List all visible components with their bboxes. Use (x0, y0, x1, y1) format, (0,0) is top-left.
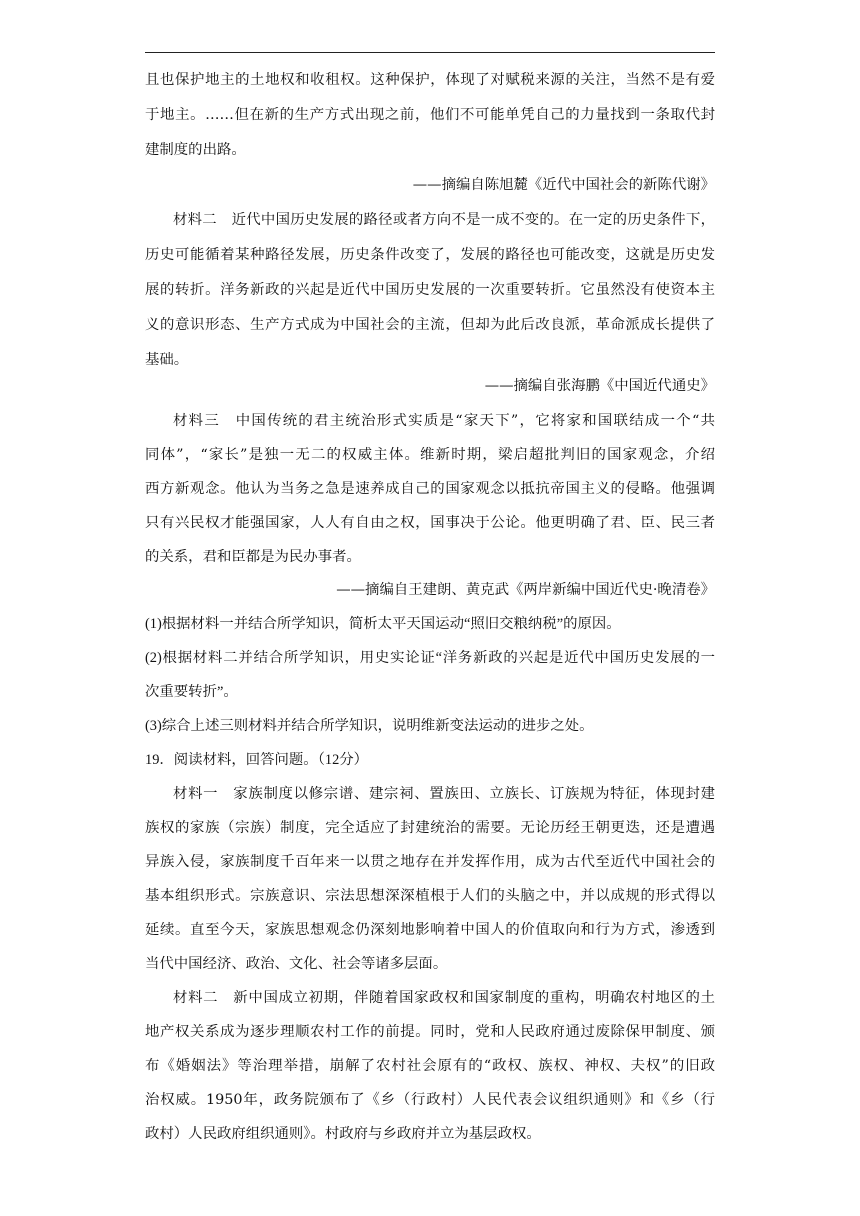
text-line: 于地主。……但在新的生产方式出现之前，他们不可能单凭自己的力量找到一条取代封 (145, 107, 715, 123)
text-line: 建制度的出路。 (145, 142, 246, 158)
text-line: 同体”，“家长”是独一无二的权威主体。维新时期，梁启超批判旧的国家观念，介绍 (145, 447, 715, 463)
text-line: 只有兴民权才能强国家，人人有自由之权，国事决于公论。他更明确了君、臣、民三者 (145, 515, 715, 531)
text-line: 的关系，君和臣都是为民办事者。 (145, 549, 361, 565)
material-paragraph-start: 材料一 家族制度以修宗谱、建宗祠、置族田、立族长、订族规为特征，体现封建 (173, 786, 715, 802)
source-citation: ——摘编自陈旭麓《近代中国社会的新陈代谢》 (412, 177, 715, 193)
text-line: 当代中国经济、政治、文化、社会等诸多层面。 (145, 956, 448, 972)
text-line: 政村）人民政府组织通则》。村政府与乡政府并立为基层政权。 (145, 1126, 541, 1142)
source-citation: ——摘编自张海鹏《中国近代通史》 (484, 378, 715, 394)
material-paragraph-start: 材料二 新中国成立初期，伴随着国家政权和国家制度的重构，明确农村地区的土 (173, 990, 715, 1006)
text-line: 族权的家族（宗族）制度，完全适应了封建统治的需要。无论历经王朝更迭，还是遭遇 (145, 820, 715, 836)
text-line: 治权威。1950年，政务院颁布了《乡（行政村）人民代表会议组织通则》和《乡（行 (145, 1092, 715, 1108)
text-line: 基础。 (145, 352, 189, 368)
text-line: 布《婚姻法》等治理举措，崩解了农村社会原有的“政权、族权、神权、夫权”的旧政 (145, 1058, 715, 1074)
question-3: (3)综合上述三则材料并结合所学知识，说明维新变法运动的进步之处。 (145, 718, 594, 734)
text-line: 异族入侵，家族制度千百年来一以贯之地存在并发挥作用，成为古代至近代中国社会的 (145, 854, 715, 870)
question-19-heading: 19．阅读材料，回答问题。（12分） (145, 752, 369, 768)
question-2-continued: 次重要转折”。 (145, 684, 238, 700)
text-line: 延续。直至今天，家族思想观念仍深刻地影响着中国人的价值取向和行为方式，渗透到 (145, 922, 715, 938)
source-citation: ——摘编自王建朗、黄克武《两岸新编中国近代史·晚清卷》 (336, 582, 715, 598)
question-1: (1)根据材料一并结合所学知识，简析太平天国运动“照旧交粮纳税”的原因。 (145, 616, 621, 632)
question-2: (2)根据材料二并结合所学知识，用史实论证“洋务新政的兴起是近代中国历史发展的一 (145, 650, 715, 666)
text-line: 西方新观念。他认为当务之急是速养成自己的国家观念以抵抗帝国主义的侵略。他强调 (145, 481, 715, 497)
text-line: 义的意识形态、生产方式成为中国社会的主流，但却为此后改良派，革命派成长提供了 (145, 317, 715, 333)
text-line: 地产权关系成为逐步理顺农村工作的前提。同时，党和人民政府通过废除保甲制度、颁 (145, 1024, 715, 1040)
text-line: 基本组织形式。宗族意识、宗法思想深深植根于人们的头脑之中，并以成规的形式得以 (145, 888, 715, 904)
material-paragraph-start: 材料三 中国传统的君主统治形式实质是“家天下”，它将家和国联结成一个“共 (173, 413, 715, 429)
material-paragraph-start: 材料二 近代中国历史发展的路径或者方向不是一成不变的。在一定的历史条件下， (173, 212, 715, 228)
text-line: 且也保护地主的土地权和收租权。这种保护，体现了对赋税来源的关注，当然不是有爱 (145, 72, 715, 88)
header-rule (145, 52, 715, 53)
text-line: 历史可能循着某种路径发展，历史条件改变了，发展的路径也可能改变，这就是历史发 (145, 247, 715, 263)
text-line: 展的转折。洋务新政的兴起是近代中国历史发展的一次重要转折。它虽然没有使资本主 (145, 282, 715, 298)
